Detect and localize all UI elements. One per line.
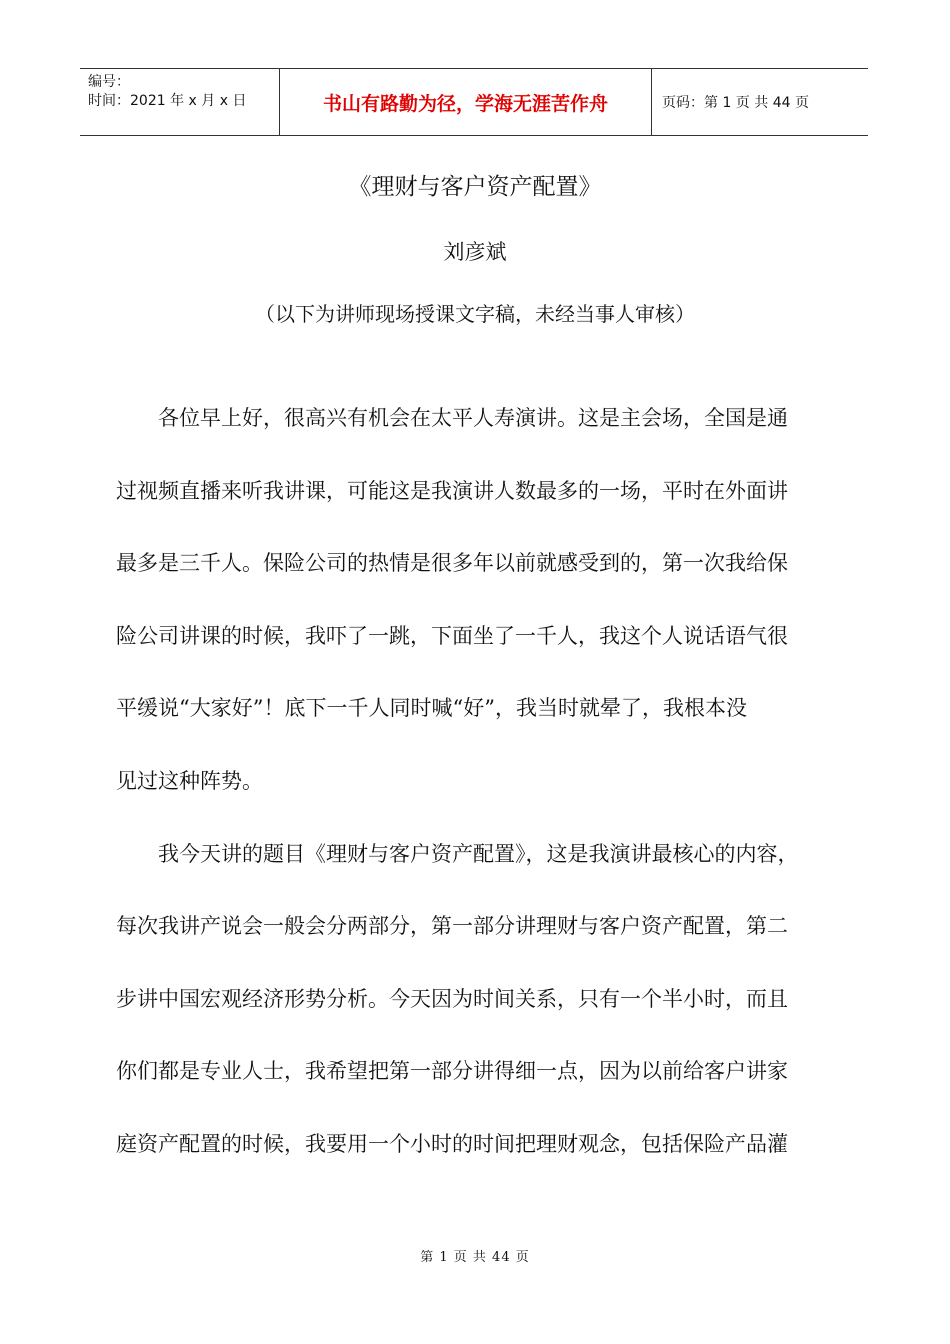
document-title: 《理财与客户资产配置》 (348, 174, 602, 200)
header-motto-cell (280, 69, 652, 135)
motto-text: 书山有路勤为径，学海无涯苦作舟 (322, 92, 608, 115)
document-author: 刘彦斌 (443, 240, 507, 264)
text-line: 步讲中国宏观经济形势分析。今天因为时间关系，只有一个半小时，而且 (116, 986, 788, 1011)
page-info: 页码：第 1 页 共 44 页 (662, 95, 809, 111)
document-body (116, 382, 832, 1181)
text-line: 最多是三千人。保险公司的热情是很多年以前就感受到的，第一次我给保 (116, 551, 788, 576)
document-note: （以下为讲师现场授课文字稿，未经当事人审核） (255, 302, 695, 326)
text-line: 我今天讲的题目《理财与客户资产配置》，这是我演讲最核心的内容， (158, 841, 799, 866)
paragraph (116, 818, 832, 1181)
document-header (80, 68, 868, 136)
text-line: 你们都是专业人士，我希望把第一部分讲得细一点，因为以前给客户讲家 (116, 1059, 788, 1084)
text-line: 过视频直播来听我讲课，可能这是我演讲人数最多的一场，平时在外面讲 (116, 478, 788, 503)
paragraph (116, 382, 832, 818)
text-line: 每次我讲产说会一般会分两部分，第一部分讲理财与客户资产配置，第二 (116, 914, 788, 939)
time-label: 时间：2021 年 x 月 x 日 (88, 93, 247, 109)
text-line: 各位早上好，很高兴有机会在太平人寿演讲。这是主会场，全国是通 (158, 406, 788, 430)
page-footer: 第 1 页 共 44 页 (420, 1250, 530, 1265)
text-line: 平缓说“大家好”！底下一千人同时喊“好”，我当时就晕了，我根本没 (116, 696, 747, 721)
header-meta-cell (80, 69, 280, 135)
text-line: 庭资产配置的时候，我要用一个小时的时间把理财观念，包括保险产品灌 (116, 1131, 788, 1156)
header-page-cell (652, 69, 868, 135)
text-line: 见过这种阵势。 (116, 768, 263, 793)
number-label: 编号： (88, 74, 130, 90)
text-line: 险公司讲课的时候，我吓了一跳，下面坐了一千人，我这个人说话语气很 (116, 623, 788, 648)
